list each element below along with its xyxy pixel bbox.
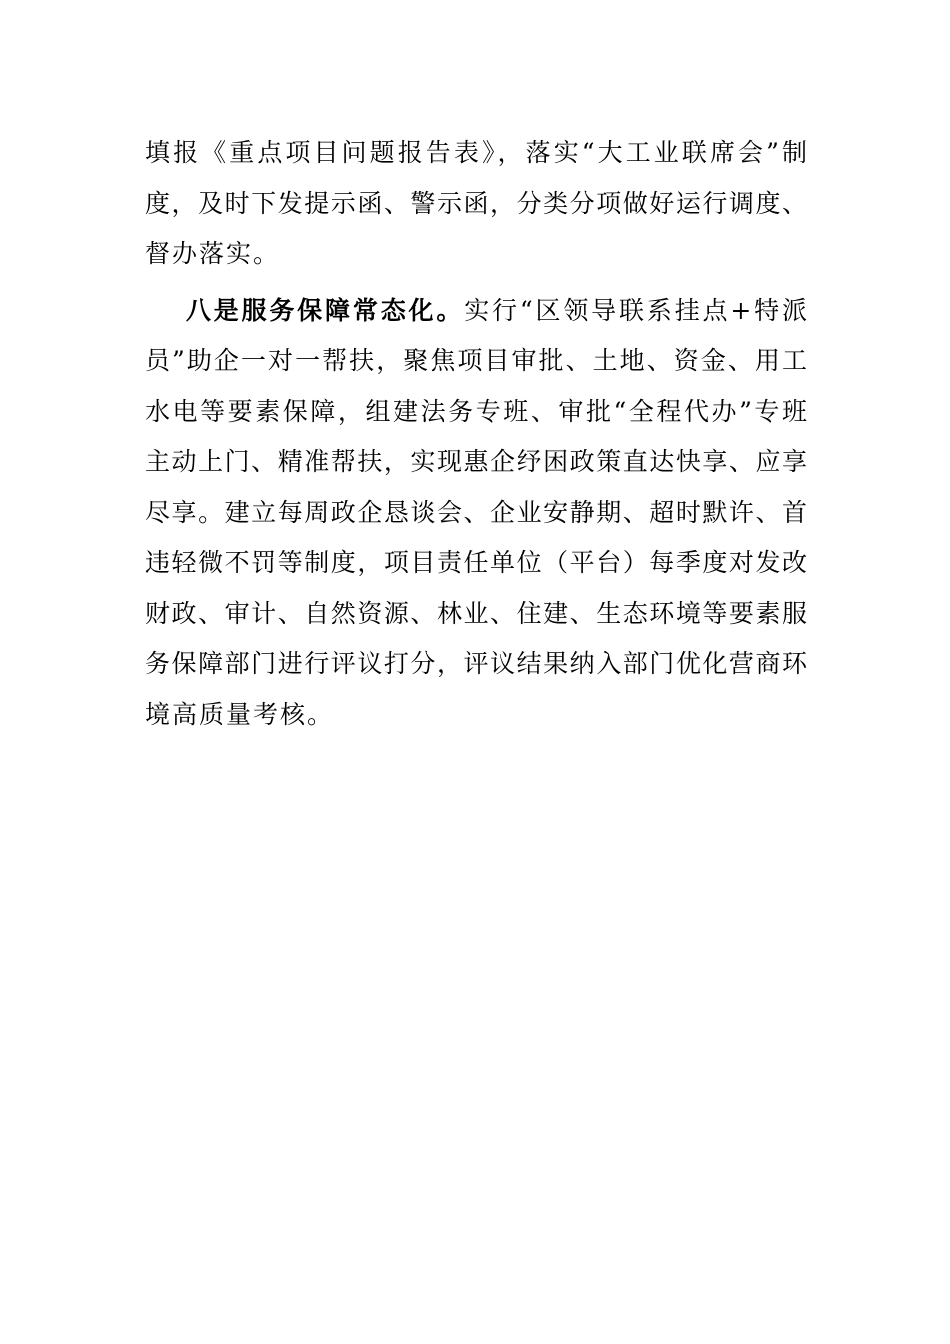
text-line: 主动上门、精准帮扶，实现惠企纾困政策直达快享、应享 <box>145 447 807 476</box>
first-line-text: 实行“区领导联系挂点+特派 <box>464 295 807 325</box>
text-line: 水电等要素保障，组建法务专班、审批“全程代办”专班 <box>145 396 807 426</box>
text-line: 度，及时下发提示函、警示函，分类分项做好运行调度、 <box>145 188 807 218</box>
text-line: 违轻微不罚等制度，项目责任单位（平台）每季度对发改 <box>145 548 807 577</box>
paragraph-service-guarantee <box>145 286 807 741</box>
text-line: 境高质量考核。 <box>145 699 335 729</box>
text-line: 督办落实。 <box>145 239 281 268</box>
text-line: 员”助企一对一帮扶，聚焦项目审批、土地、资金、用工 <box>145 346 807 375</box>
text-line: 填报《重点项目问题报告表》，落实“大工业联席会”制 <box>145 138 807 167</box>
text-line: 务保障部门进行评议打分，评议结果纳入部门优化营商环 <box>145 649 807 678</box>
document-body <box>145 128 807 740</box>
paragraph-lead-heading: 八是服务保障常态化。 <box>183 295 465 325</box>
text-line: 财政、审计、自然资源、林业、住建、生态环境等要素服 <box>145 598 807 628</box>
text-line <box>145 286 807 337</box>
paragraph-continuation <box>145 128 807 280</box>
text-line: 尽享。建立每周政企恳谈会、企业安静期、超时默许、首 <box>145 497 807 527</box>
